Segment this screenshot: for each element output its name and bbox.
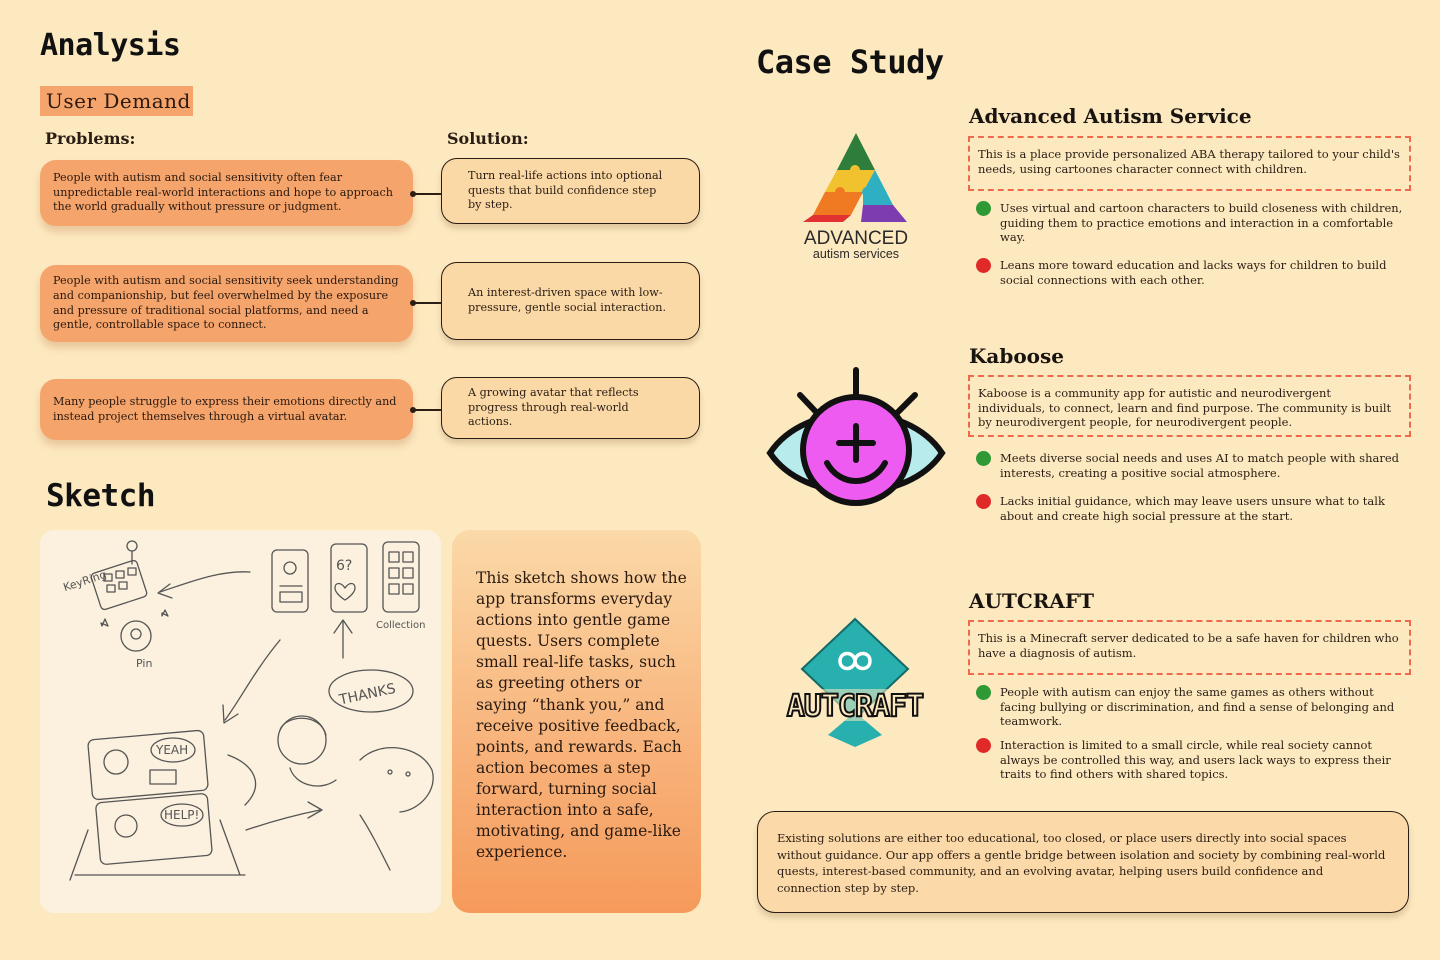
autcraft-logo <box>762 617 948 749</box>
advanced-autism-logo <box>793 130 919 264</box>
solution-card-1 <box>441 158 700 224</box>
pro-dot-icon <box>976 451 991 466</box>
pro-text: Uses virtual and cartoon characters to build closeness with children, guiding them to practice emotions and interaction in a comfortable way. <box>1000 201 1403 245</box>
sketch-label-pin: Pin <box>136 657 153 670</box>
autcraft-puzzle-icon <box>802 619 908 747</box>
case-description-text: Kaboose is a community app for autistic and neurodivergent individuals, to connect, learn and find purpose. The community is built by neurodivergent people, for neurodivergent people. <box>978 386 1392 430</box>
con-dot-icon <box>976 738 991 753</box>
problem-text: Many people struggle to express their emotions directly and instead project themselves through a virtual avatar. <box>53 394 397 423</box>
case-title-autcraft: AUTCRAFT <box>969 589 1094 613</box>
problem-text: People with autism and social sensitivity seek understanding and companionship, but feel overwhelmed by the exposure and pressure of traditional social platforms, and need a gentle, controllable space to connect. <box>53 274 399 332</box>
problem-text: People with autism and social sensitivity often fear unpredictable real-world interactions and hope to approach the world gradually without pressure or judgment. <box>53 171 393 214</box>
svg-text:6?: 6? <box>336 558 353 574</box>
case-con-kaboose <box>976 494 1411 523</box>
connector-dot <box>410 300 416 306</box>
problem-card-2 <box>40 265 413 342</box>
pro-dot-icon <box>976 201 991 216</box>
case-description-kaboose <box>968 375 1411 437</box>
sketch-label-thanks: THANKS <box>337 680 398 709</box>
advanced-logo-text: ADVANCED <box>803 228 909 249</box>
case-pro-kaboose <box>976 451 1411 480</box>
case-description-advanced <box>968 136 1411 191</box>
con-text: Interaction is limited to a small circle, while real society cannot always be controlled this way, and users lack ways to express their traits to find others with shared topics. <box>1000 738 1391 782</box>
connector-line <box>413 409 441 411</box>
pro-text: People with autism can enjoy the same games as others without facing bullying or discrimination, and find a sense of belonging and teamwork. <box>1000 685 1395 729</box>
case-study-summary: Existing solutions are either too educational, too closed, or place users directly into social spaces without guidance. Our app offers a gentle bridge between isolation and society by combining real-world quests, interest-based community, and an evolving avatar, helping users build confidence and connection step by step. <box>757 811 1409 913</box>
analysis-heading: Analysis <box>40 28 181 63</box>
pro-text: Meets diverse social needs and uses AI to match people with shared interests, creating a positive social atmosphere. <box>1000 451 1400 480</box>
pro-dot-icon <box>976 685 991 700</box>
puzzle-triangle-icon <box>803 133 907 222</box>
sketch-label-collection: Collection <box>376 620 426 631</box>
problem-card-3 <box>40 379 413 440</box>
connector-dot <box>410 191 416 197</box>
autcraft-logo-text: AUTCRAFT <box>786 689 924 724</box>
con-dot-icon <box>976 494 991 509</box>
sketch-heading: Sketch <box>46 478 155 514</box>
case-pro-autcraft <box>976 685 1411 729</box>
con-text: Leans more toward education and lacks ways for children to build social connections with each other. <box>1000 258 1387 287</box>
case-description-text: This is a place provide personalized ABA therapy tailored to your child's needs, using cartoones character connect with children. <box>978 147 1400 176</box>
solution-text: A growing avatar that reflects progress through real-world actions. <box>468 386 639 429</box>
case-title-kaboose: Kaboose <box>969 344 1064 368</box>
connector-line <box>413 302 441 304</box>
connector-line <box>413 193 441 195</box>
problems-title: Problems: <box>45 129 136 148</box>
case-con-autcraft <box>976 738 1411 782</box>
con-dot-icon <box>976 258 991 273</box>
solution-text: An interest-driven space with low-pressure, gentle social interaction. <box>468 286 667 314</box>
keyring-pin-icon <box>127 541 137 551</box>
case-study-heading: Case Study <box>756 43 944 81</box>
kaboose-eye-icon <box>765 365 947 510</box>
case-description-text: This is a Minecraft server dedicated to be a safe haven for children who have a diagnosis of autism. <box>978 631 1399 660</box>
sketch-label-keyring: KeyRing <box>61 567 109 595</box>
sketch-description: This sketch shows how the app transforms everyday actions into gentle game quests. Users complete small real-life tasks, such as greeting others or saying “thank you,” and receive positive feedback, points, and rewards. Each action becomes a step forward, turning social interaction into a safe, motivating, and game-like experience. <box>452 530 701 913</box>
advanced-logo-subtext: autism services <box>812 247 900 261</box>
solution-text: Turn real-life actions into optional quests that build confidence step by step. <box>468 169 663 212</box>
solution-card-3 <box>441 377 700 439</box>
user-demand-tag: User Demand <box>40 86 193 116</box>
case-title-advanced: Advanced Autism Service <box>969 104 1252 128</box>
sketch-image <box>40 530 441 913</box>
con-text: Lacks initial guidance, which may leave users unsure what to talk about and create high social pressure at the start. <box>1000 494 1385 523</box>
kaboose-logo <box>765 365 947 510</box>
sketch-label-help: HELP! <box>164 808 200 822</box>
case-pro-advanced <box>976 201 1411 245</box>
solution-card-2 <box>441 262 700 340</box>
connector-dot <box>410 407 416 413</box>
solution-title: Solution: <box>447 129 529 148</box>
problem-card-1 <box>40 160 413 226</box>
sketch-label-yeah: YEAH <box>156 743 189 757</box>
case-description-autcraft <box>968 620 1411 675</box>
case-con-advanced <box>976 258 1411 287</box>
